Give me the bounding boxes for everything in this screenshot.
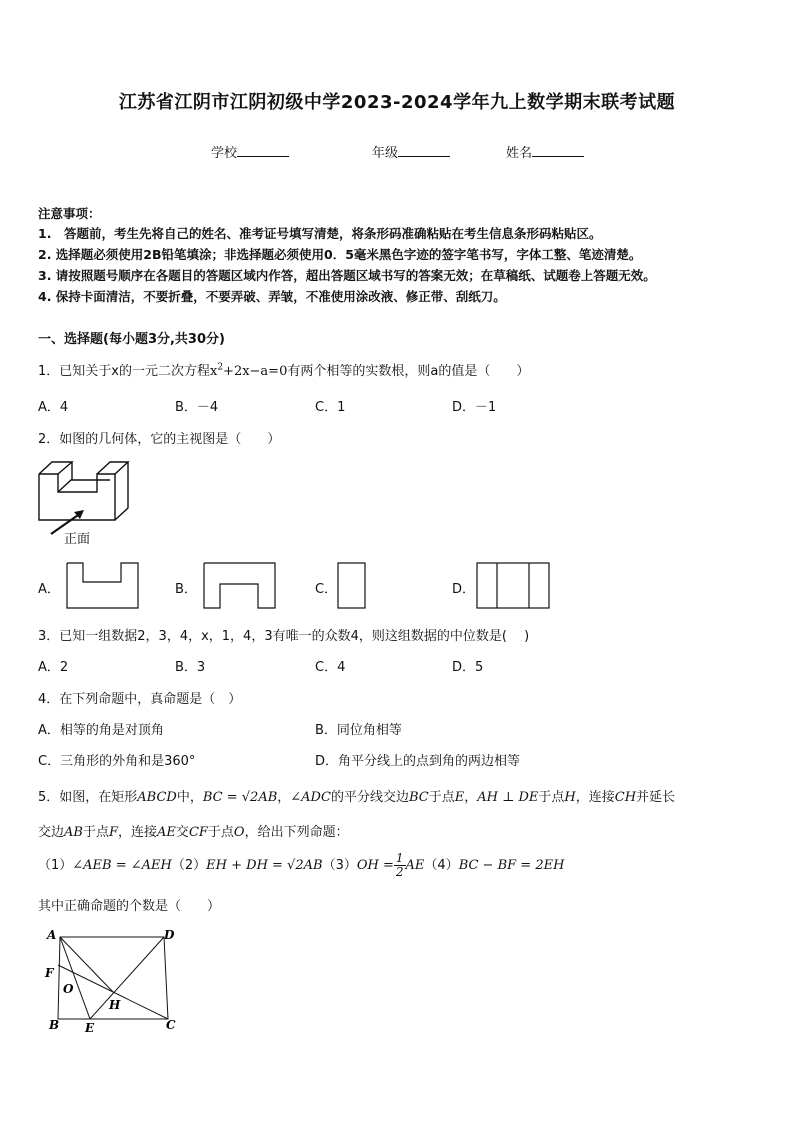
page-title: 江苏省江阴市江阴初级中学2023-2024学年九上数学期末联考试题 xyxy=(118,92,676,113)
question-5-line-2: 交边AB于点F，连接AE交CF于点O，给出下列命题： xyxy=(38,825,349,840)
label-b: B xyxy=(49,1018,60,1032)
school-blank[interactable] xyxy=(237,144,289,157)
option-d[interactable]: D． xyxy=(452,582,476,597)
question-3-stem: 3．已知一组数据2，3，4，x，1，4，3有唯一的众数4，则这组数据的中位数是( ) xyxy=(38,629,530,644)
option-b[interactable]: B．3 xyxy=(175,660,206,675)
label-e: E xyxy=(85,1021,95,1035)
proposition-2: EH + DH = √2AB xyxy=(206,858,323,873)
notice-item: 1. 答题前，考生先将自己的姓名、准考证号填写清楚，将条形码准确粘贴在考生信息条形码粘贴区。 xyxy=(38,226,602,241)
rectangle-figure xyxy=(40,925,190,1040)
label-c: C xyxy=(166,1018,176,1032)
section-heading: 一、选择题(每小题3分,共30分) xyxy=(38,332,225,347)
option-b[interactable]: B．同位角相等 xyxy=(315,723,402,738)
notice-item: 3. 请按照题号顺序在各题目的答题区域内作答，超出答题区域书写的答案无效；在草稿纸、试题卷上答题无效。 xyxy=(38,268,656,283)
label-a: A xyxy=(47,928,57,942)
option-b-figure[interactable] xyxy=(203,562,277,610)
question-5-line-1: 5．如图，在矩形ABCD中，BC = √2AB，∠ADC的平分线交边BC于点E，AH ⊥ DE于点H，连接CH并延长 xyxy=(38,790,676,805)
option-d[interactable]: D．5 xyxy=(452,660,484,675)
proposition-4: BC − BF = 2EH xyxy=(458,858,565,873)
notice-item: 4. 保持卡面清洁，不要折叠，不要弄破、弄皱，不准使用涂改液、修正带、刮纸刀。 xyxy=(38,289,506,304)
option-a-figure[interactable] xyxy=(66,562,140,610)
notice-heading: 注意事项： xyxy=(38,206,101,221)
label-o: O xyxy=(63,982,74,996)
option-c[interactable]: C． xyxy=(315,582,338,597)
question-1-stem: 1．已知关于x的一元二次方程$x^2+2x-a=0$有两个相等的实数根，则a的值是（ ） xyxy=(38,362,530,379)
option-c[interactable]: C．1 xyxy=(315,400,346,415)
option-a[interactable]: A．4 xyxy=(38,400,69,415)
proposition-3: OH = $\frac{1}{2}$ AE xyxy=(356,851,425,879)
question-4-stem: 4．在下列命题中，真命题是（ ） xyxy=(38,692,242,707)
notice-item: 2. 选择题必须使用2B铅笔填涂；非选择题必须使用0．5毫米黑色字迹的签字笔书写，字体工整、笔迹清楚。 xyxy=(38,247,642,262)
question-5-propositions: （1）∠AEB = ∠AEH（2）EH + DH = √2AB（3）OH = $\frac{1}{2}$ AE（4）BC − BF = 2EH xyxy=(38,851,565,879)
grade-field: 年级 xyxy=(372,142,450,161)
option-c[interactable]: C．三角形的外角和是360° xyxy=(38,754,196,769)
option-d-figure[interactable] xyxy=(476,562,551,610)
option-b[interactable]: B． xyxy=(175,582,197,597)
name-blank[interactable] xyxy=(532,144,584,157)
name-field: 姓名 xyxy=(506,142,584,161)
label-h: H xyxy=(109,998,121,1012)
label-f: F xyxy=(45,966,54,980)
option-a[interactable]: A．2 xyxy=(38,660,69,675)
school-field: 学校 xyxy=(211,142,289,161)
option-a[interactable]: A． xyxy=(38,582,60,597)
option-c[interactable]: C．4 xyxy=(315,660,346,675)
option-c-figure[interactable] xyxy=(337,562,367,610)
option-b[interactable]: B．－4 xyxy=(175,400,219,415)
q1-equation: $x^2+2x-a=0$ xyxy=(209,362,288,379)
proposition-1: ∠AEB = ∠AEH xyxy=(72,858,172,873)
option-d[interactable]: D．角平分线上的点到角的两边相等 xyxy=(315,754,521,769)
option-d[interactable]: D．－1 xyxy=(452,400,497,415)
question-2-stem: 2．如图的几何体，它的主视图是（ ） xyxy=(38,432,281,447)
front-label: 正面 xyxy=(64,532,91,547)
label-d: D xyxy=(164,928,175,942)
question-5-ask: 其中正确命题的个数是（ ） xyxy=(38,899,221,914)
option-a[interactable]: A．相等的角是对顶角 xyxy=(38,723,164,738)
grade-blank[interactable] xyxy=(398,144,450,157)
